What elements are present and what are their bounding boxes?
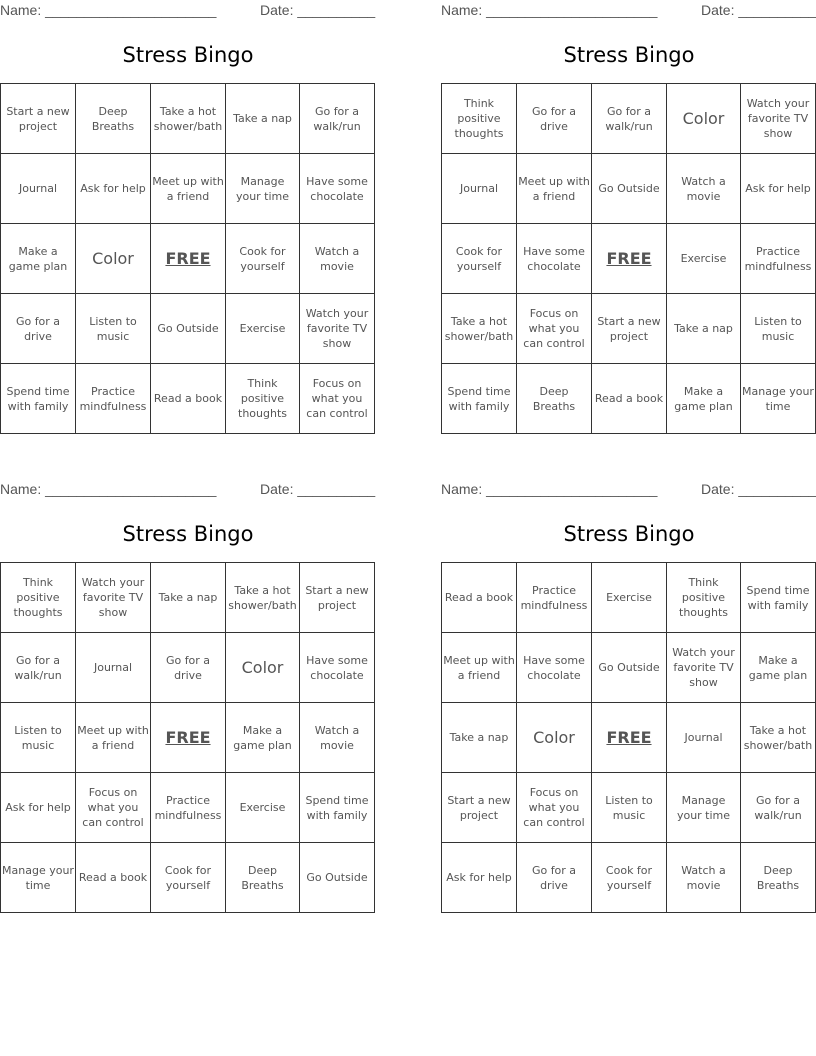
bingo-cell[interactable]: Have some chocolate	[300, 154, 375, 224]
free-space-cell[interactable]: FREE	[151, 224, 226, 294]
bingo-cell[interactable]: Take a nap	[667, 294, 741, 364]
bingo-cell[interactable]: Manage your time	[741, 364, 816, 434]
bingo-grid	[441, 562, 816, 913]
card-title: Stress Bingo	[563, 522, 695, 546]
bingo-cell[interactable]: Color	[517, 703, 592, 773]
bingo-cell[interactable]: Go Outside	[151, 294, 226, 364]
bingo-cell[interactable]: Take a nap	[151, 563, 226, 633]
bingo-cell[interactable]: Take a nap	[226, 84, 300, 154]
bingo-cell[interactable]: Think positive thoughts	[1, 563, 76, 633]
bingo-cell[interactable]: Make a game plan	[741, 633, 816, 703]
bingo-cell[interactable]: Journal	[1, 154, 76, 224]
bingo-cell[interactable]: Watch your favorite TV show	[76, 563, 151, 633]
bingo-cell[interactable]: Take a nap	[442, 703, 517, 773]
bingo-cell[interactable]: Take a hot shower/bath	[226, 563, 300, 633]
bingo-cell[interactable]: Deep Breaths	[517, 364, 592, 434]
bingo-cell[interactable]: Take a hot shower/bath	[442, 294, 517, 364]
bingo-cell[interactable]: Manage your time	[1, 843, 76, 913]
bingo-cell[interactable]: Focus on what you can control	[76, 773, 151, 843]
bingo-cell[interactable]: Read a book	[76, 843, 151, 913]
bingo-cell[interactable]: Go for a drive	[517, 843, 592, 913]
bingo-cell[interactable]: Start a new project	[442, 773, 517, 843]
bingo-cell[interactable]: Exercise	[226, 294, 300, 364]
bingo-cell[interactable]: Think positive thoughts	[667, 563, 741, 633]
bingo-cell[interactable]: Cook for yourself	[442, 224, 517, 294]
bingo-cell[interactable]: Make a game plan	[226, 703, 300, 773]
bingo-cell[interactable]: Focus on what you can control	[517, 773, 592, 843]
bingo-cell[interactable]: Meet up with a friend	[517, 154, 592, 224]
bingo-cell[interactable]: Take a hot shower/bath	[151, 84, 226, 154]
bingo-cell[interactable]: Go for a walk/run	[1, 633, 76, 703]
card-header	[441, 0, 816, 20]
card-title: Stress Bingo	[122, 43, 254, 67]
bingo-cell[interactable]: Read a book	[592, 364, 667, 434]
bingo-cell[interactable]: Cook for yourself	[151, 843, 226, 913]
bingo-cell[interactable]: Ask for help	[1, 773, 76, 843]
bingo-cell[interactable]: Think positive thoughts	[442, 84, 517, 154]
bingo-cell[interactable]: Exercise	[592, 563, 667, 633]
bingo-cell[interactable]: Focus on what you can control	[300, 364, 375, 434]
bingo-cell[interactable]: Deep Breaths	[76, 84, 151, 154]
free-space-cell[interactable]: FREE	[592, 703, 667, 773]
bingo-cell[interactable]: Color	[76, 224, 151, 294]
free-space-cell[interactable]: FREE	[151, 703, 226, 773]
bingo-cell[interactable]: Spend time with family	[300, 773, 375, 843]
bingo-cell[interactable]: Start a new project	[300, 563, 375, 633]
bingo-cell[interactable]: Have some chocolate	[517, 224, 592, 294]
card-header	[0, 0, 376, 20]
name-field[interactable]: Name: ______________________	[0, 2, 217, 18]
bingo-cell[interactable]: Watch a movie	[300, 224, 375, 294]
date-field[interactable]: Date: __________	[260, 2, 376, 18]
bingo-cell[interactable]: Listen to music	[1, 703, 76, 773]
bingo-cell[interactable]: Watch a movie	[300, 703, 375, 773]
bingo-cell[interactable]: Watch your favorite TV show	[300, 294, 375, 364]
bingo-cell[interactable]: Have some chocolate	[300, 633, 375, 703]
bingo-cell[interactable]: Spend time with family	[442, 364, 517, 434]
bingo-cell[interactable]: Journal	[76, 633, 151, 703]
bingo-cell[interactable]: Go for a drive	[151, 633, 226, 703]
bingo-cell[interactable]: Exercise	[226, 773, 300, 843]
bingo-cell[interactable]: Cook for yourself	[592, 843, 667, 913]
bingo-cell[interactable]: Spend time with family	[1, 364, 76, 434]
bingo-cell[interactable]: Go for a walk/run	[741, 773, 816, 843]
bingo-grid	[0, 83, 375, 434]
bingo-cell[interactable]: Have some chocolate	[517, 633, 592, 703]
card-header	[441, 479, 816, 499]
bingo-cell[interactable]: Ask for help	[442, 843, 517, 913]
bingo-cell[interactable]: Go for a drive	[1, 294, 76, 364]
bingo-cell[interactable]: Color	[226, 633, 300, 703]
bingo-cell[interactable]: Color	[667, 84, 741, 154]
bingo-cell[interactable]: Listen to music	[741, 294, 816, 364]
bingo-cell[interactable]: Practice mindfulness	[151, 773, 226, 843]
bingo-grid	[0, 562, 375, 913]
bingo-cell[interactable]: Go for a walk/run	[300, 84, 375, 154]
bingo-cell[interactable]: Practice mindfulness	[741, 224, 816, 294]
bingo-cell[interactable]: Go Outside	[592, 154, 667, 224]
bingo-cell[interactable]: Make a game plan	[667, 364, 741, 434]
bingo-cell[interactable]: Watch your favorite TV show	[741, 84, 816, 154]
bingo-cell[interactable]: Cook for yourself	[226, 224, 300, 294]
bingo-cell[interactable]: Practice mindfulness	[517, 563, 592, 633]
bingo-cell[interactable]: Meet up with a friend	[76, 703, 151, 773]
bingo-cell[interactable]: Read a book	[442, 563, 517, 633]
date-field[interactable]: Date: __________	[701, 2, 816, 18]
bingo-cell[interactable]: Ask for help	[76, 154, 151, 224]
bingo-cell[interactable]: Start a new project	[1, 84, 76, 154]
date-field[interactable]: Date: __________	[260, 481, 376, 497]
bingo-cell[interactable]: Journal	[667, 703, 741, 773]
bingo-cell[interactable]: Go Outside	[592, 633, 667, 703]
bingo-cell[interactable]: Read a book	[151, 364, 226, 434]
bingo-cell[interactable]: Think positive thoughts	[226, 364, 300, 434]
card-title: Stress Bingo	[563, 43, 695, 67]
bingo-cell[interactable]: Meet up with a friend	[151, 154, 226, 224]
bingo-cell[interactable]: Spend time with family	[741, 563, 816, 633]
bingo-cell[interactable]: Deep Breaths	[741, 843, 816, 913]
bingo-cell[interactable]: Deep Breaths	[226, 843, 300, 913]
bingo-grid	[441, 83, 816, 434]
bingo-cell[interactable]: Focus on what you can control	[517, 294, 592, 364]
bingo-cell[interactable]: Practice mindfulness	[76, 364, 151, 434]
bingo-cell[interactable]: Go Outside	[300, 843, 375, 913]
bingo-cell[interactable]: Listen to music	[592, 773, 667, 843]
name-field[interactable]: Name: ______________________	[441, 2, 658, 18]
bingo-cell[interactable]: Make a game plan	[1, 224, 76, 294]
bingo-cell[interactable]: Ask for help	[741, 154, 816, 224]
bingo-cell[interactable]: Manage your time	[226, 154, 300, 224]
bingo-cell[interactable]: Watch your favorite TV show	[667, 633, 741, 703]
bingo-cell[interactable]: Watch a movie	[667, 843, 741, 913]
name-field[interactable]: Name: ______________________	[0, 481, 217, 497]
bingo-cell[interactable]: Go for a drive	[517, 84, 592, 154]
date-field[interactable]: Date: __________	[701, 481, 816, 497]
bingo-cell[interactable]: Go for a walk/run	[592, 84, 667, 154]
bingo-cell[interactable]: Journal	[442, 154, 517, 224]
bingo-cell[interactable]: Manage your time	[667, 773, 741, 843]
bingo-cell[interactable]: Listen to music	[76, 294, 151, 364]
bingo-cell[interactable]: Exercise	[667, 224, 741, 294]
bingo-cell[interactable]: Watch a movie	[667, 154, 741, 224]
bingo-cell[interactable]: Meet up with a friend	[442, 633, 517, 703]
bingo-cell[interactable]: Take a hot shower/bath	[741, 703, 816, 773]
name-field[interactable]: Name: ______________________	[441, 481, 658, 497]
free-space-cell[interactable]: FREE	[592, 224, 667, 294]
card-title: Stress Bingo	[122, 522, 254, 546]
bingo-cell[interactable]: Start a new project	[592, 294, 667, 364]
card-header	[0, 479, 376, 499]
